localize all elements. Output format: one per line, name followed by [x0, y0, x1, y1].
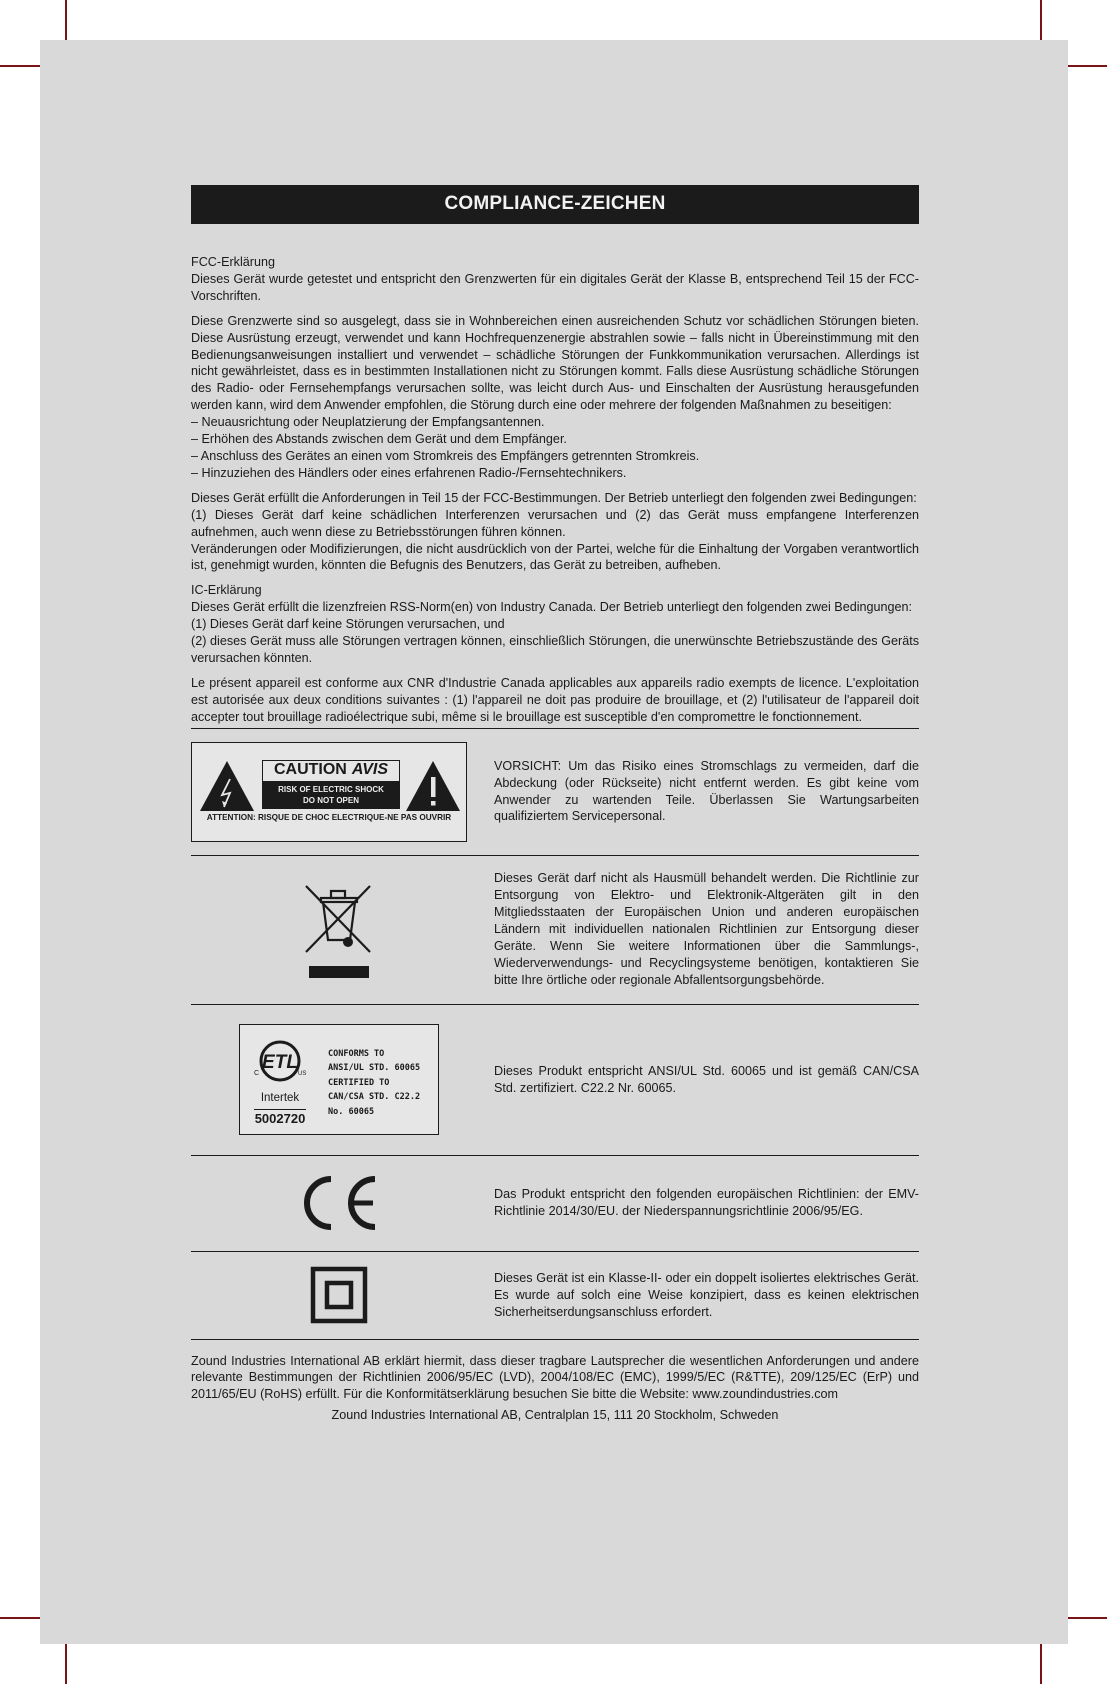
page-title: COMPLIANCE-ZEICHEN	[444, 193, 666, 215]
caution-row	[191, 728, 919, 855]
intertek-number: 5002720	[254, 1110, 306, 1126]
etl-certification-label	[239, 1024, 439, 1135]
ic-paragraph: Dieses Gerät erfüllt die lizenzfreien RSS-Norm(en) von Industry Canada. Der Betrieb unterliegt den folgenden zwei Bedingungen:	[191, 600, 913, 615]
intertek-divider	[254, 1109, 306, 1110]
fcc-heading: FCC-Erklärung	[191, 255, 275, 269]
fcc-paragraph: (1) Dieses Gerät darf keine schädlichen Interferenzen verursachen und (2) das Gerät muss empfangene Interferenzen aufnehmen, auch wenn diese zu Betriebsstörungen führen können.	[191, 507, 919, 539]
ce-row	[191, 1155, 919, 1251]
weee-text: Dieses Gerät darf nicht als Hausmüll behandelt werden. Die Richtlinie zur Entsorgung von Elektro- und Elektronik-Altgeräten gilt in den Mitgliedsstaaten der Europäischen Union und anderen europäischen Ländern mit individuellen nationalen Richtlinien zur Entsorgung dieser Geräte. Wenn Sie weitere Informationen über die Sammlungs-, Wiederverwendungs- und Recyclingsysteme benötigen, kontaktieren Sie bitte Ihre örtliche oder regionale Abfallentsorgungsbehörde.	[494, 871, 919, 987]
intertek-brand	[254, 1090, 306, 1128]
ic-french-section	[191, 675, 919, 726]
caution-text-cell	[487, 729, 919, 855]
ce-text-cell	[487, 1156, 919, 1251]
etl-text: Dieses Produkt entspricht ANSI/UL Std. 60065 und ist gemäß CAN/CSA Std. zertifiziert. C22.2 Nr. 60065.	[494, 1063, 919, 1095]
weee-icon-cell	[191, 856, 487, 1004]
ic-paragraph: (1) Dieses Gerät darf keine Störungen verursachen, und	[191, 617, 505, 632]
double-insulation-icon	[310, 1266, 368, 1324]
section-divider	[191, 1339, 919, 1340]
svg-text:ETL: ETL	[262, 1052, 298, 1074]
declaration-text: Zound Industries International AB erklärt hiermit, dass dieser tragbare Lautsprecher die wesentlichen Anforderungen und andere relevante Bestimmungen der Richtlinien 2006/95/EC (LVD), 2004/108/EC (EMC), 1999/5/EC (R&TTE), 209/125/EC (ErP) und 2011/65/EU (RoHS) erfüllt. Für die Konformitätserklärung besuchen Sie bitte die Website: www.zoundindustries.com	[191, 1353, 919, 1402]
fcc-list-item: – Erhöhen des Abstands zwischen dem Gerät und dem Empfänger.	[191, 432, 567, 447]
fcc-limits-section	[191, 313, 919, 482]
fcc-section	[191, 254, 919, 305]
caution-footer: ATTENTION: RISQUE DE CHOC ELECTRIQUE-NE PAS OUVRIR	[206, 812, 452, 822]
company-address: Zound Industries International AB, Centralplan 15, 111 20 Stockholm, Schweden	[331, 1408, 779, 1423]
etl-line: CAN/CSA STD. C22.2	[328, 1092, 421, 1103]
weee-row	[191, 855, 919, 1004]
avis-word: AVIS	[351, 761, 389, 779]
fcc-list-item: – Anschluss des Gerätes an einen vom Stromkreis des Empfängers getrennten Stromkreis.	[191, 448, 700, 463]
etl-line: ANSI/UL STD. 60065	[328, 1063, 421, 1074]
crop-mark	[65, 1637, 67, 1684]
class2-icon-cell	[191, 1252, 487, 1339]
weee-crossed-bin-icon	[304, 880, 374, 980]
fcc-conditions-section	[191, 490, 919, 575]
ic-paragraph: (2) dieses Gerät muss alle Störungen vertragen können, einschließlich Störungen, die unerwünschte Betriebszustände des Geräts verursachen könnten.	[191, 634, 919, 665]
ce-text: Das Produkt entspricht den folgenden europäischen Richtlinien: der EMV-Richtlinie 2014/30/EU. der Niederspannungsrichtlinie 2006/95/EG.	[494, 1187, 919, 1219]
exclamation-warning-icon	[404, 759, 462, 813]
etl-mark-c: C	[254, 1070, 260, 1078]
etl-mark-us: US	[298, 1071, 307, 1078]
caution-subtitle	[262, 782, 400, 809]
class2-text: Dieses Gerät ist ein Klasse-II- oder ein doppelt isoliertes elektrisches Gerät. Es wurde auf solch eine Weise konzipiert, dass es keinen elektrischen Sicherheitserdungsanschluss erfordert.	[494, 1270, 919, 1319]
etl-listed-mark-icon	[252, 1037, 308, 1087]
intertek-name: Intertek	[260, 1092, 300, 1105]
document-content	[191, 185, 919, 1424]
caution-title	[262, 760, 400, 782]
class2-text-cell	[487, 1252, 919, 1339]
weee-text-cell	[487, 856, 919, 1004]
etl-line: No. 60065	[328, 1106, 375, 1117]
etl-label-cell	[191, 1005, 487, 1155]
fcc-paragraph: Diese Grenzwerte sind so ausgelegt, dass sie in Wohnbereichen einen ausreichenden Schutz vor schädlichen Störungen bieten. Diese Ausrüstung erzeugt, verwendet und kann Hochfrequenzenergie abstrahlen sowie – falls nicht in Übereinstimmung mit den Bedienungsanweisungen installiert und verwendet – schädliche Störungen der Funkkommunikation verursachen. Allerdings ist nicht gewährleistet, dass es in bestimmten Installationen nicht zu Störungen kommt. Falls diese Ausrüstung schädliche Störungen des Radio- oder Fernsehempfangs verursachen sollte, was leicht durch Aus- und Einschalten der Ausrüstung herausgefunden werden kann, wird dem Anwender empfohlen, die Störung durch eine oder mehrere der folgenden Maßnahmen zu beseitigen:	[191, 313, 919, 413]
fcc-paragraph: Dieses Gerät wurde getestet und entspricht den Grenzwerten für ein digitales Gerät der Klasse B, entsprechend Teil 15 der FCC-Vorschriften.	[191, 271, 919, 303]
class2-row	[191, 1251, 919, 1339]
caution-label-cell	[191, 729, 487, 855]
ce-mark-icon	[297, 1173, 381, 1233]
ic-section	[191, 582, 919, 667]
etl-line: CONFORMS TO	[328, 1049, 385, 1060]
etl-line: CERTIFIED TO	[328, 1077, 390, 1088]
etl-row	[191, 1004, 919, 1155]
etl-conformance-text	[328, 1047, 420, 1119]
crop-mark	[1040, 1637, 1042, 1684]
ic-heading: IC-Erklärung	[191, 583, 262, 598]
caution-sub-line: DO NOT OPEN	[302, 796, 359, 806]
fcc-paragraph: Veränderungen oder Modifizierungen, die nicht ausdrücklich von der Partei, welche für die Einhaltung der Vorgaben verantwortlich ist, genehmigt wurden, könnten die Befugnis des Benutzers, das Gerät zu betreiben, aufheben.	[191, 541, 919, 573]
caution-label	[191, 742, 467, 842]
title-bar	[191, 185, 919, 224]
fcc-list-item: – Hinzuziehen des Händlers oder eines erfahrenen Radio-/Fernsehtechnikers.	[191, 465, 627, 480]
ic-french-paragraph: Le présent appareil est conforme aux CNR d'Industrie Canada applicables aux appareils radio exempts de licence. L'exploitation est autorisée aux deux conditions suivantes : (1) l'appareil ne doit pas produire de brouillage, et (2) l'utilisateur de l'appareil doit accepter tout brouillage radioélectrique subi, même si le brouillage est susceptible d'en compromettre le fonctionnement.	[191, 675, 919, 724]
ce-icon-cell	[191, 1156, 487, 1251]
caution-text: VORSICHT: Um das Risiko eines Stromschlags zu vermeiden, darf die Abdeckung (oder Rückseite) nicht entfernt werden. Es gibt keine vom Anwender zu wartenden Teile. Überlassen Sie Wartungsarbeiten qualifiziertem Servicepersonal.	[494, 758, 919, 824]
etl-text-cell	[487, 1005, 919, 1155]
fcc-paragraph: Dieses Gerät erfüllt die Anforderungen in Teil 15 der FCC-Bestimmungen. Der Betrieb unterliegt den folgenden zwei Bedingungen:	[191, 490, 917, 505]
caution-sub-line: RISK OF ELECTRIC SHOCK	[278, 785, 384, 795]
fcc-list-item: – Neuausrichtung oder Neuplatzierung der Empfangsantennen.	[191, 415, 545, 430]
lightning-warning-icon	[198, 759, 256, 813]
caution-word: CAUTION	[273, 761, 347, 779]
